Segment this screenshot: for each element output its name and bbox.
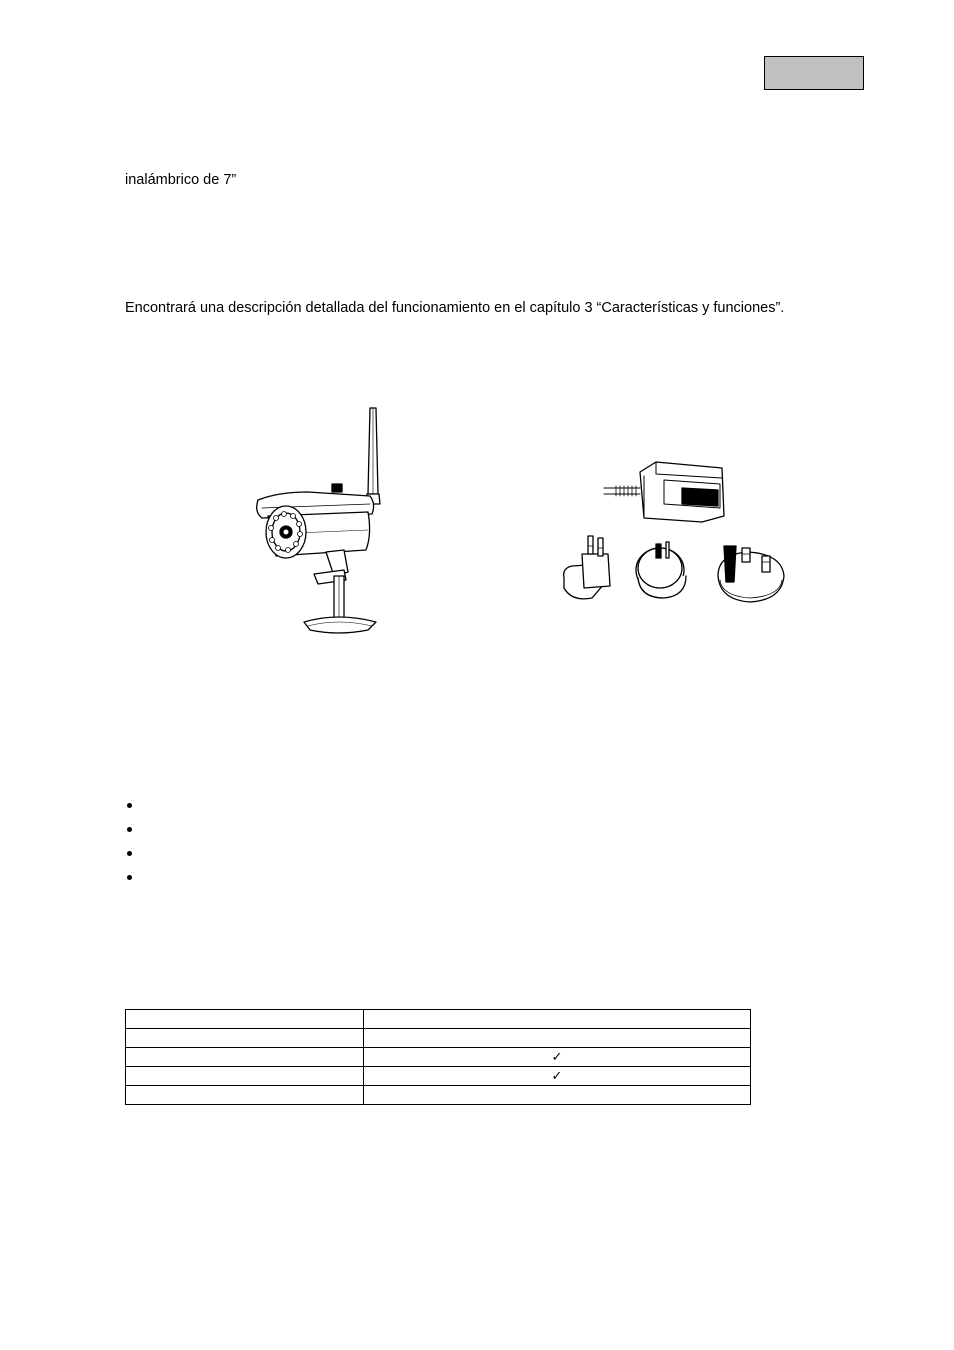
list-item	[124, 797, 144, 821]
checkmark-icon: ✓	[551, 1069, 563, 1084]
language-tab	[764, 56, 864, 90]
description-reference-text: Encontrará una descripción detallada del funcionamiento en el capítulo 3 “Características y funciones”.	[125, 300, 785, 316]
table-cell	[126, 1048, 364, 1067]
spec-table	[125, 1009, 751, 1105]
table-cell	[126, 1010, 364, 1029]
table-cell	[126, 1086, 364, 1105]
table-row	[126, 1086, 751, 1105]
power-adapter-illustration-icon	[552, 458, 802, 606]
table-cell	[126, 1067, 364, 1086]
table-row	[126, 1029, 751, 1048]
bullet-list	[124, 797, 144, 893]
intro-text-fragment: inalámbrico de 7”	[125, 172, 237, 188]
table-row	[126, 1048, 751, 1067]
list-item	[124, 869, 144, 893]
list-item	[124, 821, 144, 845]
checkmark-icon: ✓	[551, 1050, 563, 1065]
table-cell	[364, 1010, 751, 1029]
table-row	[126, 1067, 751, 1086]
table-cell	[364, 1048, 751, 1067]
table-cell	[364, 1086, 751, 1105]
camera-illustration-icon	[248, 404, 388, 634]
table-row	[126, 1010, 751, 1029]
table-cell	[364, 1067, 751, 1086]
table-cell	[126, 1029, 364, 1048]
table-cell	[364, 1029, 751, 1048]
list-item	[124, 845, 144, 869]
